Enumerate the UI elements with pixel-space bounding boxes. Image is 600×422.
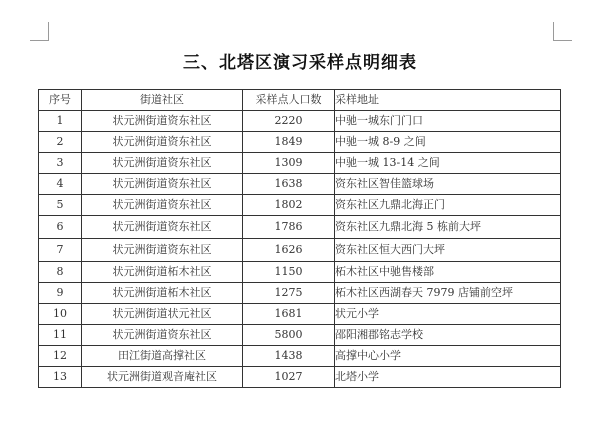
row-community: 状元洲街道资东社区 [82, 325, 243, 346]
row-community: 状元洲街道资东社区 [82, 174, 243, 195]
row-count: 1802 [243, 195, 335, 216]
row-count: 1027 [243, 367, 335, 388]
row-count: 1681 [243, 304, 335, 325]
row-count: 2220 [243, 111, 335, 132]
row-community: 状元洲街道资东社区 [82, 132, 243, 153]
header-community: 街道社区 [82, 90, 243, 111]
table-header-row [39, 90, 561, 111]
row-address: 中驰一城 8-9 之间 [335, 132, 561, 153]
row-index: 1 [39, 111, 82, 132]
row-index: 6 [39, 216, 82, 239]
row-count: 1309 [243, 153, 335, 174]
row-index: 4 [39, 174, 82, 195]
row-index: 7 [39, 239, 82, 262]
row-address: 中驰一城 13-14 之间 [335, 153, 561, 174]
table-row [39, 132, 561, 153]
header-count: 采样点人口数 [243, 90, 335, 111]
table-row [39, 195, 561, 216]
row-address: 资东社区恒大西门大坪 [335, 239, 561, 262]
row-count: 1626 [243, 239, 335, 262]
table-row [39, 111, 561, 132]
row-community: 状元洲街道柘木社区 [82, 262, 243, 283]
table-row [39, 283, 561, 304]
row-address: 资东社区九鼎北海正门 [335, 195, 561, 216]
row-index: 12 [39, 346, 82, 367]
row-address: 状元小学 [335, 304, 561, 325]
row-address: 柘木社区中驰售楼部 [335, 262, 561, 283]
row-community: 状元洲街道资东社区 [82, 153, 243, 174]
table-row [39, 216, 561, 239]
row-address: 邵阳湘郡铭志学校 [335, 325, 561, 346]
table-row [39, 346, 561, 367]
row-count: 1150 [243, 262, 335, 283]
row-index: 9 [39, 283, 82, 304]
row-count: 1438 [243, 346, 335, 367]
table-row [39, 304, 561, 325]
row-community: 状元洲街道柘木社区 [82, 283, 243, 304]
row-index: 13 [39, 367, 82, 388]
row-index: 5 [39, 195, 82, 216]
row-community: 状元洲街道状元社区 [82, 304, 243, 325]
table-row [39, 174, 561, 195]
row-community: 状元洲街道资东社区 [82, 239, 243, 262]
header-address: 采样地址 [335, 90, 561, 111]
row-community: 状元洲街道资东社区 [82, 216, 243, 239]
row-index: 10 [39, 304, 82, 325]
page-corner-mark-top-right [553, 22, 572, 41]
row-index: 8 [39, 262, 82, 283]
row-address: 北塔小学 [335, 367, 561, 388]
row-community: 状元洲街道资东社区 [82, 111, 243, 132]
row-address: 柘木社区西湖春天 7979 店铺前空坪 [335, 283, 561, 304]
table-row [39, 325, 561, 346]
page-corner-mark-top-left [30, 22, 49, 41]
row-index: 2 [39, 132, 82, 153]
header-index: 序号 [39, 90, 82, 111]
row-count: 1849 [243, 132, 335, 153]
row-address: 高撑中心小学 [335, 346, 561, 367]
row-index: 11 [39, 325, 82, 346]
row-address: 资东社区智佳篮球场 [335, 174, 561, 195]
row-community: 田江街道高撑社区 [82, 346, 243, 367]
row-count: 1275 [243, 283, 335, 304]
row-community: 状元洲街道资东社区 [82, 195, 243, 216]
row-address: 中驰一城东门门口 [335, 111, 561, 132]
sampling-point-table [38, 89, 561, 388]
row-address: 资东社区九鼎北海 5 栋前大坪 [335, 216, 561, 239]
table-row [39, 367, 561, 388]
table-row [39, 153, 561, 174]
row-count: 1638 [243, 174, 335, 195]
table-row [39, 239, 561, 262]
row-count: 5800 [243, 325, 335, 346]
row-index: 3 [39, 153, 82, 174]
row-count: 1786 [243, 216, 335, 239]
row-community: 状元洲街道观音庵社区 [82, 367, 243, 388]
table-row [39, 262, 561, 283]
document-title: 三、北塔区演习采样点明细表 [183, 53, 417, 73]
